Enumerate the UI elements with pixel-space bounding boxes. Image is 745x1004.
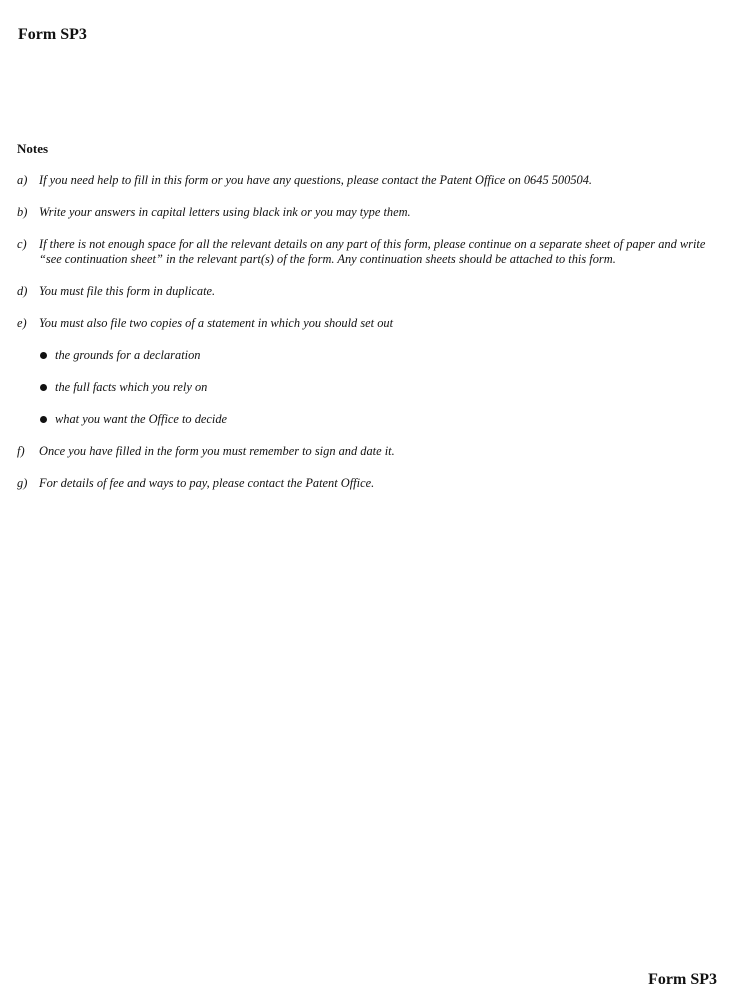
note-letter: f) bbox=[17, 444, 25, 458]
note-text: Once you have filled in the form you must remember to sign and date it. bbox=[39, 444, 395, 458]
note-item-f bbox=[17, 444, 722, 459]
note-text: If you need help to fill in this form or you have any questions, please contact the Patent Office on 0645 500504. bbox=[39, 173, 593, 187]
form-title-bottom: Form SP3 bbox=[648, 971, 717, 988]
notes-list bbox=[17, 173, 722, 508]
form-title-top: Form SP3 bbox=[18, 26, 87, 43]
note-letter: d) bbox=[17, 284, 28, 298]
note-text: Write your answers in capital letters using black ink or you may type them. bbox=[39, 205, 411, 219]
note-letter: b) bbox=[17, 205, 28, 219]
bullet-item bbox=[17, 412, 722, 427]
note-letter: g) bbox=[17, 476, 28, 490]
note-letter: e) bbox=[17, 316, 27, 330]
bullet-text: what you want the Office to decide bbox=[55, 412, 228, 426]
bullet-dot-icon bbox=[40, 384, 47, 391]
notes-heading: Notes bbox=[17, 141, 49, 156]
bullet-text: the full facts which you rely on bbox=[55, 380, 208, 394]
note-text: You must file this form in duplicate. bbox=[39, 284, 216, 298]
note-item-a bbox=[17, 173, 722, 188]
bullet-dot-icon bbox=[40, 416, 47, 423]
note-text: For details of fee and ways to pay, please contact the Patent Office. bbox=[39, 476, 375, 490]
note-letter: a) bbox=[17, 173, 28, 187]
note-item-g bbox=[17, 476, 722, 491]
note-letter: c) bbox=[17, 237, 27, 251]
note-item-b bbox=[17, 205, 722, 220]
bullet-text: the grounds for a declaration bbox=[55, 348, 201, 362]
note-item-e bbox=[17, 316, 722, 331]
bullet-dot-icon bbox=[40, 352, 47, 359]
note-item-d bbox=[17, 284, 722, 299]
note-text: If there is not enough space for all the relevant details on any part of this form, please continue on a separate sheet of paper and write “see continuation sheet” in the relevant part(s) of the form. Any continuation sheets should be attached to this form. bbox=[39, 237, 706, 266]
note-item-c bbox=[17, 237, 722, 267]
bullet-item bbox=[17, 348, 722, 363]
note-text: You must also file two copies of a statement in which you should set out bbox=[39, 316, 394, 330]
bullet-item bbox=[17, 380, 722, 395]
